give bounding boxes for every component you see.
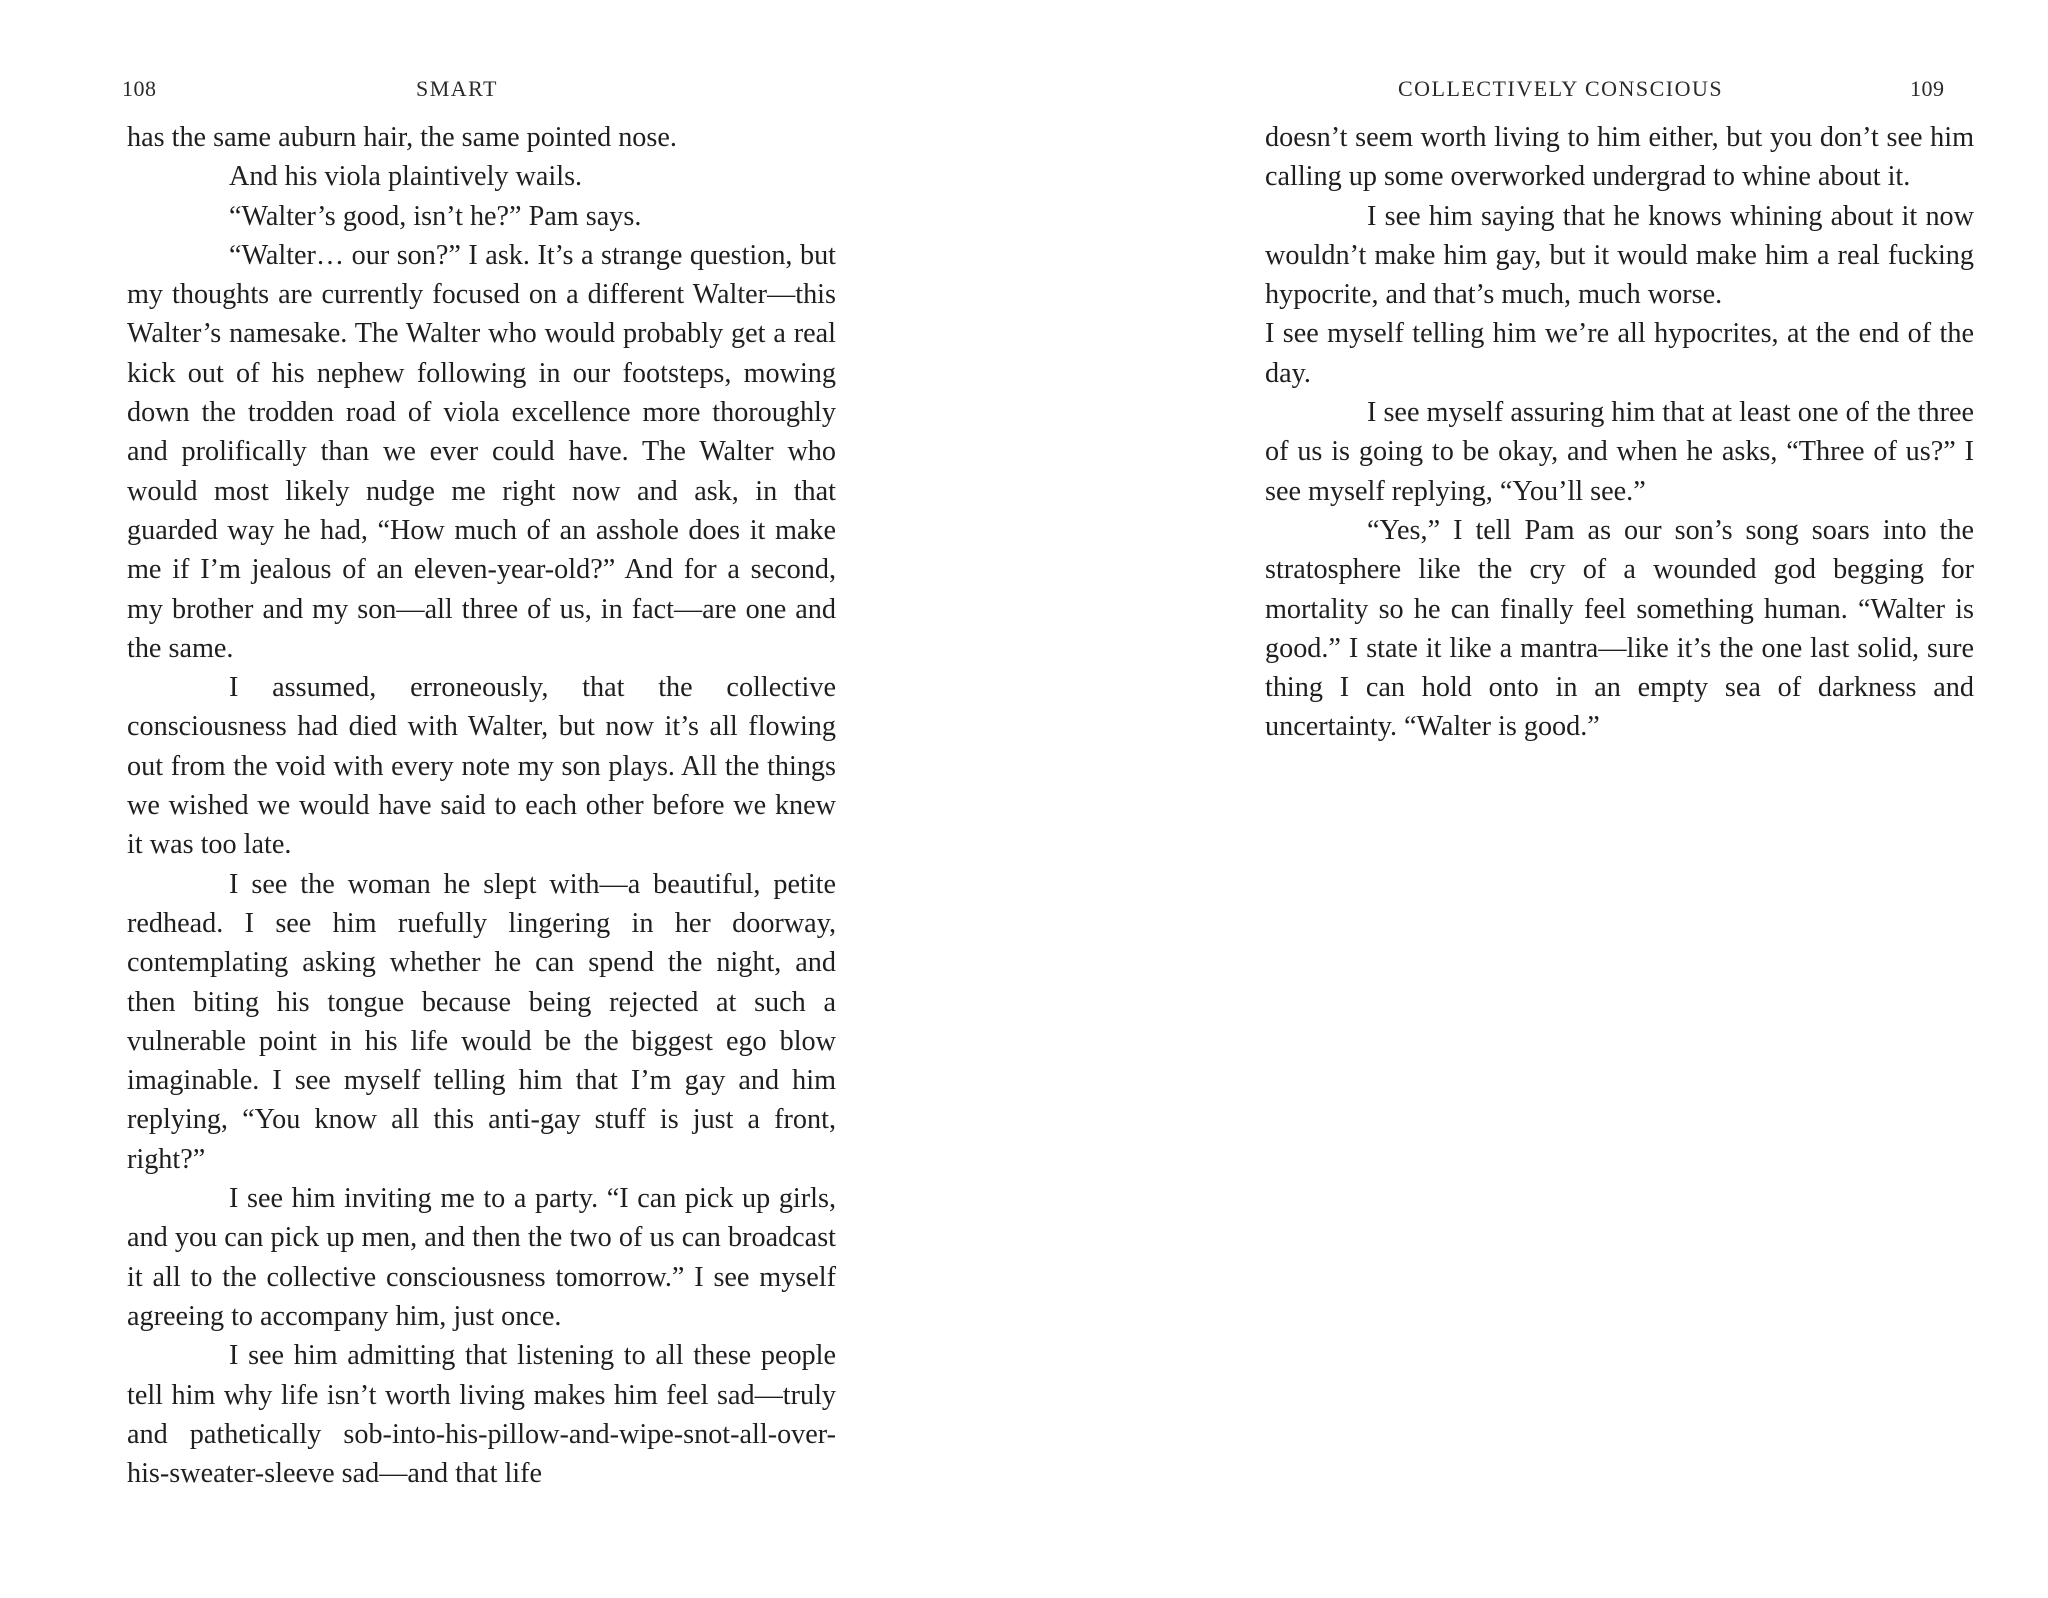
paragraph: “Walter’s good, isn’t he?” Pam says.	[229, 200, 642, 232]
paragraph: “Yes,” I tell Pam as our son’s song soars into the stratosphere like the cry of a wounded god begging for mortality so he can finally feel something human. “Walter is good.” I state it like a mantra—like it’s the one last solid, sure thing I can hold onto in an empty sea of darkness and uncertainty. “Walter is good.”	[1265, 514, 1974, 743]
running-title: SMART	[416, 76, 498, 101]
body-text	[1265, 118, 1974, 747]
paragraph: “Walter… our son?” I ask. It’s a strange question, but my thoughts are currently focused on a different Walter—this Walter’s namesake. The Walter who would probably get a real kick out of his nephew following in our footsteps, mowing down the trodden road of viola excellence more thoroughly and prolifically than we ever could have. The Walter who would most likely nudge me right now and ask, in that guarded way he had, “How much of an asshole does it make me if I’m jealous of an eleven-year-old?” And for a second, my brother and my son—all three of us, in fact—are one and the same.	[127, 239, 836, 664]
paragraph: I see myself telling him we’re all hypocrites, at the end of the day.	[1265, 318, 1974, 389]
page-number: 108	[122, 76, 157, 101]
paragraph: And his viola plaintively wails.	[229, 161, 583, 193]
paragraph: I see the woman he slept with—a beautiful, petite redhead. I see him ruefully lingering in her doorway, contemplating asking whether he can spend the night, and then biting his tongue because being rejected at such a vulnerable point in his life would be the biggest ego blow imaginable. I see myself telling him that I’m gay and him replying, “You know all this anti-gay stuff is just a front, right?”	[127, 868, 836, 1175]
paragraph: has the same auburn hair, the same pointed nose.	[127, 122, 677, 153]
page-number: 109	[1910, 76, 1945, 101]
paragraph: doesn’t seem worth living to him either, but you don’t see him calling up some overworked undergrad to whine about it.	[1265, 122, 1974, 193]
paragraph: I see myself assuring him that at least one of the three of us is going to be okay, and when he asks, “Three of us?” I see myself replying, “You’ll see.”	[1265, 397, 1974, 507]
paragraph: I assumed, erroneously, that the collective consciousness had died with Walter, but now it’s all flowing out from the void with every note my son plays. All the things we wished we would have said to each other before we knew it was too late.	[127, 672, 836, 861]
body-text	[127, 118, 836, 1493]
running-title: COLLECTIVELY CONSCIOUS	[1398, 76, 1724, 101]
paragraph: I see him inviting me to a party. “I can pick up girls, and you can pick up men, and then the two of us can broadcast it all to the collective consciousness tomorrow.” I see myself agreeing to accompany him, just once.	[127, 1183, 836, 1332]
paragraph: I see him saying that he knows whining about it now wouldn’t make him gay, but it would make him a real fucking hypocrite, and that’s much, much worse.	[1265, 200, 1974, 311]
right-page	[1024, 0, 2048, 1598]
paragraph: I see him admitting that listening to all these people tell him why life isn’t worth living makes him feel sad—truly and pathetically sob-into-his-pillow-and-wipe-snot-all-over-his-sweater-sleeve sad—and that life	[127, 1340, 836, 1490]
